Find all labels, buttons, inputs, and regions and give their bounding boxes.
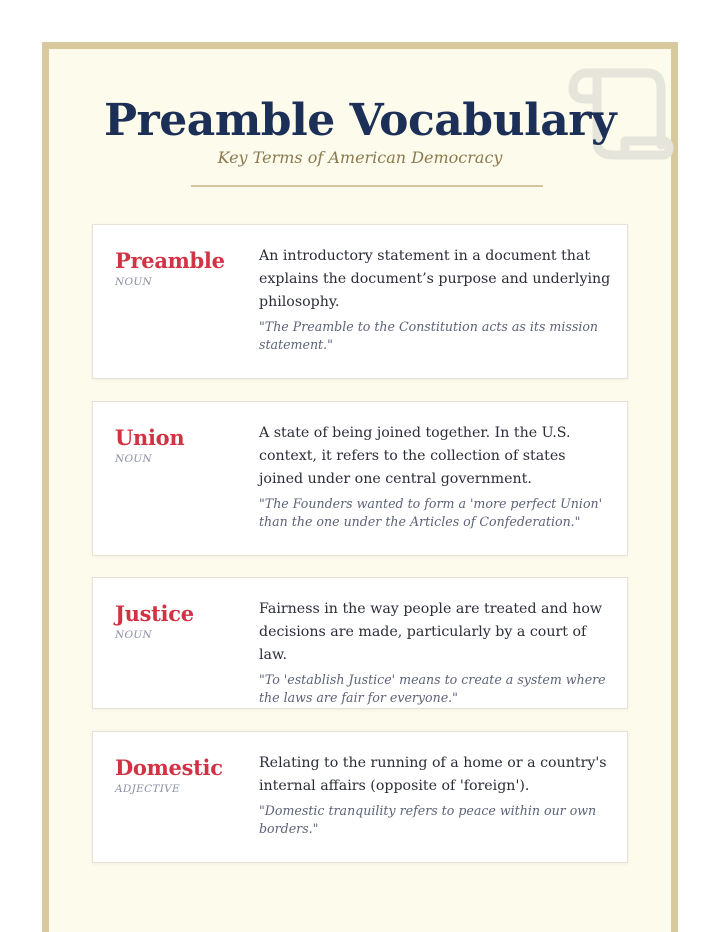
worksheet-frame (42, 42, 678, 932)
term-word: Union (115, 425, 185, 450)
vocab-card-domestic (92, 731, 628, 863)
term-definition: Fairness in the way people are treated and how decisions are made, particularly by a court of law. (259, 601, 603, 663)
part-of-speech: ADJECTIVE (115, 783, 181, 795)
term-word: Justice (115, 601, 194, 626)
term-word: Domestic (115, 755, 223, 780)
vocab-card-union (92, 401, 628, 556)
term-example: "The Founders wanted to form a 'more perfect Union' than the one under the Articles of Confederation." (259, 496, 603, 529)
page-subtitle: Key Terms of American Democracy (217, 148, 503, 167)
part-of-speech: NOUN (115, 629, 153, 641)
page-title: Preamble Vocabulary (103, 95, 617, 146)
definition-column (259, 245, 611, 354)
term-definition: A state of being joined together. In the U.S. context, it refers to the collection of states joined under one central government. (259, 425, 571, 487)
part-of-speech: NOUN (115, 453, 153, 465)
definition-column (259, 598, 611, 707)
definition-column (259, 752, 611, 838)
term-word: Preamble (115, 248, 225, 273)
term-definition: An introductory statement in a document that explains the document’s purpose and underlying philosophy. (259, 248, 611, 310)
term-example: "The Preamble to the Constitution acts as its mission statement." (259, 319, 599, 352)
definition-column (259, 422, 611, 531)
term-example: "Domestic tranquility refers to peace within our own borders." (259, 803, 597, 836)
vocab-card-preamble (92, 224, 628, 379)
vocab-card-justice (92, 577, 628, 709)
term-example: "To 'establish Justice' means to create a system where the laws are fair for everyone." (259, 672, 606, 705)
title-divider (191, 185, 543, 187)
term-definition: Relating to the running of a home or a country's internal affairs (opposite of 'foreign'). (259, 755, 607, 794)
part-of-speech: NOUN (115, 276, 153, 288)
